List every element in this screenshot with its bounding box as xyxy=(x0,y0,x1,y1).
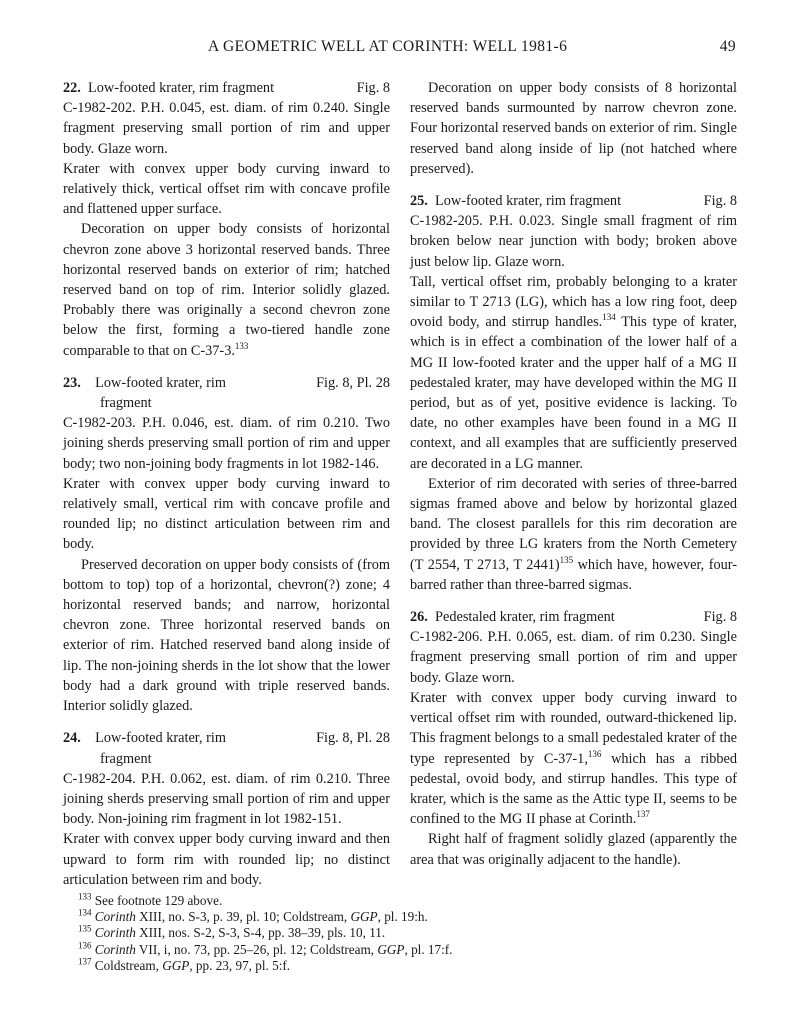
figure-reference: Fig. 8, Pl. 28 xyxy=(316,374,390,391)
entry-heading xyxy=(63,373,390,413)
footnote-ref: 134 xyxy=(602,312,616,323)
entry-label: Low-footed krater, rim fragment xyxy=(435,193,622,210)
entry-label: Pedestaled krater, rim fragment xyxy=(435,609,615,626)
catalog-details: C-1982-205. P.H. 0.023. Single small fragment of rim broken below near junction with body; broken above just below lip. Glaze worn. xyxy=(410,213,737,270)
decoration-paragraph: Decoration on upper body consists of horizontal chevron zone above 3 horizontal reserved bands. Three horizontal reserved bands on exterior of rim; hatched reserved band on top of rim. Interior solidly glazed. Probably there was originally a second chevron zone below the first, forming a two-tiered handle zone comparable to that on C-37-3.$^{133}$ xyxy=(63,221,390,359)
footnote-135: $^{135}$ Corinth XIII, nos. S-2, S-3, S-4, pp. 38–39, pls. 10, 11. xyxy=(78,924,386,941)
right-column xyxy=(410,78,737,870)
catalog-entry-22 xyxy=(63,78,390,361)
catalog-entry-25 xyxy=(410,191,737,595)
decoration-paragraph: Exterior of rim decorated with series of three-barred sigmas framed above and below by horizontal glazed band. The closest parallels for this rim decoration are provided by three LG kraters from the North Cemetery (T 2554, T 2713, T 2441)$^{135}$ which have, however, four-barred rather than three-barred sigmas. xyxy=(410,475,737,593)
left-column xyxy=(63,78,390,890)
footnote-ref: 136 xyxy=(587,748,602,759)
entry-number: 23. xyxy=(63,374,81,391)
running-title: A GEOMETRIC WELL AT CORINTH: WELL 1981-6 xyxy=(208,38,568,55)
entry-number: 26. xyxy=(410,609,428,626)
entry-number: 25. xyxy=(410,193,428,210)
catalog-entry-26 xyxy=(410,607,737,870)
entry-heading xyxy=(63,728,390,768)
footnote-ref: 137 xyxy=(636,809,650,820)
catalog-details: C-1982-202. P.H. 0.045, est. diam. of rim 0.240. Single fragment preserving small portion of rim and upper body. Glaze worn. xyxy=(63,100,390,157)
footnotes xyxy=(78,893,738,974)
footnote-133: $^{133}$ See footnote 129 above. xyxy=(78,891,223,908)
catalog-details: C-1982-204. P.H. 0.062, est. diam. of rim 0.210. Three joining sherds preserving small portion of rim and upper body. Non-joining rim fragment in lot 1982-151. xyxy=(63,770,390,828)
entry-number: 22. xyxy=(63,80,81,96)
entry-label: Low-footed krater, rim xyxy=(95,374,227,391)
entry-heading xyxy=(410,191,737,211)
continued-decoration-paragraph: Decoration on upper body consists of 8 horizontal reserved bands surmounted by narrow chevron zone. Four horizontal reserved bands on exterior of rim. Single reserved band along inside of lip (not hatched where preserved). xyxy=(410,80,737,177)
figure-reference: Fig. 8, Pl. 28 xyxy=(316,730,390,747)
entry-label: Low-footed krater, rim xyxy=(95,730,227,747)
entry-label-continued: fragment xyxy=(100,395,152,412)
catalog-details: C-1982-206. P.H. 0.065, est. diam. of rim 0.230. Single fragment preserving small portion of rim and upper body. Glaze worn. xyxy=(410,629,737,686)
entry-heading xyxy=(410,607,737,627)
footnote-ref: 133 xyxy=(234,340,249,351)
description-paragraph: Tall, vertical offset rim, probably belonging to a krater similar to T 2713 (LG), which has a low ring foot, deep ovoid body, and stirrup handles.$^{134}$ This type of krater, which is in effect a combination of the lower half of a MG II low-footed krater and the upper half of a MG II pedestaled krater, may have developed within the MG II period, but as of yet, positive evidence is lacking. To date, no other examples have been found in a MG II context, and all examples that are sufficiently preserved are decorated in a LG manner. xyxy=(410,273,737,472)
description-paragraph: Krater with convex upper body curving inward to vertical offset rim with rounded, outward-thickened lip. This fragment belongs to a small pedestaled krater of the type represented by C-37-1,$^{136}$ which has a ribbed pedestal, ovoid body, and stirrup handles. This type of krater, which is the same as the Attic type II, seems to be confined to the MG II phase at Corinth.$^{137}$ xyxy=(410,689,737,828)
catalog-entry-24 xyxy=(63,728,390,890)
entry-label: Low-footed krater, rim fragment xyxy=(88,80,275,96)
description-paragraph: Krater with convex upper body curving inward and then upward to form rim with rounded lip; no distinct articulation between rim and body. xyxy=(63,831,390,888)
description-paragraph: Krater with convex upper body curving inward to relatively thick, vertical offset rim with concave profile and flattened upper surface. xyxy=(63,160,390,218)
footnote-136: $^{136}$ Corinth VII, i, no. 73, pp. 25–26, pl. 12; Coldstream, GGP, pl. 17:f. xyxy=(78,940,453,957)
footnote-134: $^{134}$ Corinth XIII, no. S-3, p. 39, pl. 10; Coldstream, GGP, pl. 19:h. xyxy=(78,907,428,925)
entry-heading xyxy=(63,78,390,98)
entry-label-continued: fragment xyxy=(100,750,152,767)
catalog-entry-23 xyxy=(63,373,390,716)
entry-number: 24. xyxy=(63,730,81,747)
decoration-paragraph: Right half of fragment solidly glazed (apparently the area that was originally adjacent to the handle). xyxy=(410,831,737,868)
footnote-137: $^{137}$ Coldstream, GGP, pp. 23, 97, pl. 5:f. xyxy=(78,956,291,973)
decoration-paragraph: Preserved decoration on upper body consists of (from bottom to top) top of a horizontal, chevron(?) zone; 4 horizontal reserved bands; and narrow, horizontal chevron zone. Three horizontal reserved bands on exterior of rim. Hatched reserved band along inside of lip. The non-joining sherds in the lot show that the lower body had a dark ground with triple reserved bands. Interior solidly glazed. xyxy=(63,556,390,715)
figure-reference: Fig. 8 xyxy=(356,80,390,96)
description-paragraph: Krater with convex upper body curving inward to relatively small, vertical rim with concave profile and rounded lip; no distinct articulation between rim and body. xyxy=(63,475,390,553)
page-number: 49 xyxy=(719,38,736,55)
figure-reference: Fig. 8 xyxy=(703,193,737,210)
footnote-ref: 135 xyxy=(559,554,574,565)
catalog-details: C-1982-203. P.H. 0.046, est. diam. of rim 0.210. Two joining sherds preserving small portion of rim and upper body; two non-joining body fragments in lot 1982-146. xyxy=(63,415,390,472)
figure-reference: Fig. 8 xyxy=(703,609,737,626)
